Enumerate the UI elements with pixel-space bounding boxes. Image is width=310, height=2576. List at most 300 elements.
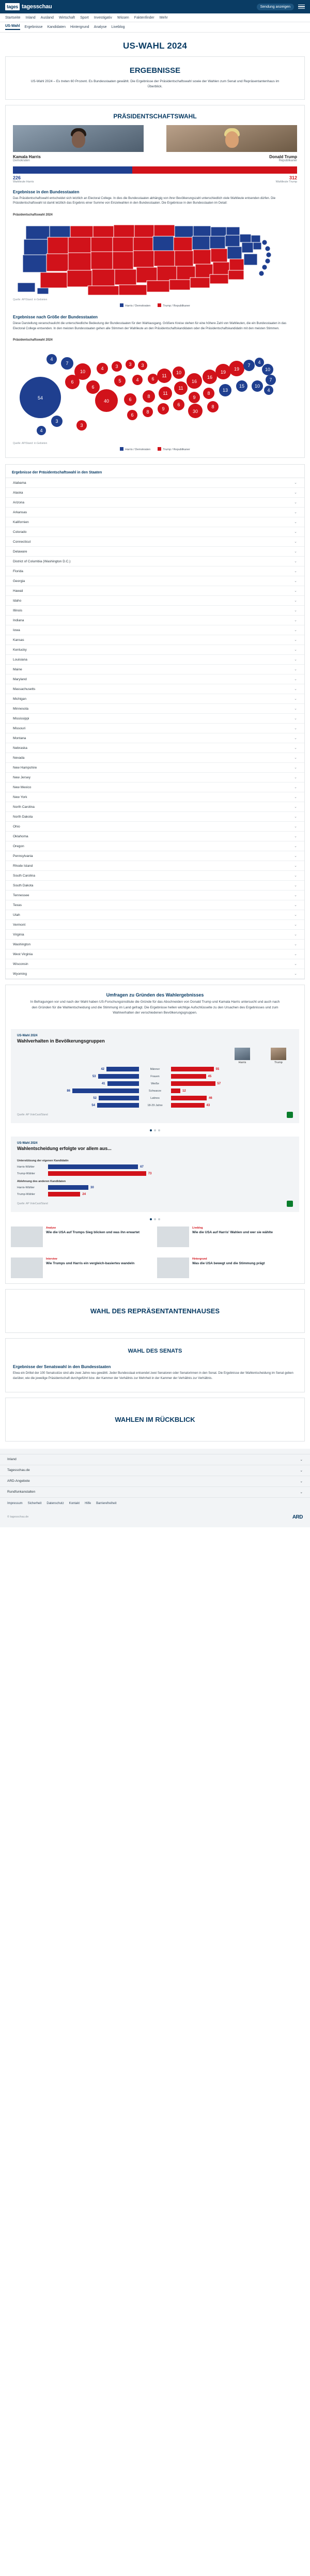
harris-photo — [13, 125, 144, 152]
state-label: Wyoming — [13, 972, 27, 976]
chevron-down-icon[interactable]: ⌄ — [294, 540, 297, 544]
chevron-down-icon[interactable]: ⌄ — [300, 1468, 303, 1473]
state-row[interactable] — [6, 822, 304, 832]
chevron-down-icon[interactable]: ⌄ — [294, 786, 297, 790]
nav-item-6[interactable]: Wissen — [117, 16, 129, 20]
chevron-down-icon[interactable]: ⌄ — [300, 1490, 303, 1494]
teaser-row-2 — [6, 1252, 304, 1283]
chevron-down-icon[interactable]: ⌄ — [294, 737, 297, 741]
state-label: Connecticut — [13, 540, 31, 544]
chart1-harris-bar — [106, 1067, 139, 1071]
state-label: Colorado — [13, 530, 27, 534]
chevron-down-icon[interactable]: ⌄ — [294, 687, 297, 692]
teaser-row-1 — [6, 1221, 304, 1252]
svg-text:9: 9 — [193, 395, 196, 401]
chevron-down-icon[interactable]: ⌄ — [294, 550, 297, 554]
chart2-row-value: 24 — [82, 1192, 86, 1196]
state-row[interactable] — [6, 478, 304, 488]
harris-electors-note: Wahlleute Harris — [13, 180, 34, 183]
carousel-dots-2[interactable] — [6, 1216, 304, 1221]
nav-item-4[interactable]: Sport — [80, 16, 89, 20]
state-row[interactable] — [6, 684, 304, 694]
state-row[interactable] — [6, 527, 304, 537]
chevron-down-icon[interactable]: ⌄ — [294, 776, 297, 780]
chart1-category: 18-29 Jahre — [147, 1103, 163, 1107]
svg-text:4: 4 — [40, 428, 43, 434]
chevron-down-icon[interactable]: ⌄ — [294, 481, 297, 485]
chart1-candidate-heads — [17, 1048, 293, 1064]
chart2-row — [17, 1171, 293, 1176]
state-label: New York — [13, 795, 27, 799]
svg-text:7: 7 — [247, 363, 251, 369]
candidate-trump[interactable] — [166, 125, 297, 162]
chevron-down-icon[interactable]: ⌄ — [294, 835, 297, 839]
state-row[interactable] — [6, 596, 304, 606]
chart1-category: Frauen — [150, 1075, 160, 1078]
state-label: Montana — [13, 736, 26, 740]
chart1-rows — [17, 1067, 293, 1108]
state-row[interactable] — [6, 704, 304, 714]
svg-text:8: 8 — [147, 394, 150, 400]
chart1-row — [17, 1096, 293, 1100]
chart1-trump-side — [171, 1067, 293, 1071]
chevron-down-icon[interactable]: ⌄ — [294, 874, 297, 878]
nav-item-8[interactable]: Mehr — [159, 16, 168, 20]
state-row[interactable] — [6, 714, 304, 724]
subnav-item-kandidaten[interactable]: Kandidaten — [47, 25, 66, 29]
chevron-down-icon[interactable]: ⌄ — [294, 933, 297, 937]
footer-link[interactable]: Barrierefreiheit — [96, 1501, 117, 1505]
state-row[interactable] — [6, 645, 304, 655]
svg-text:5: 5 — [118, 378, 121, 384]
state-row[interactable] — [6, 616, 304, 625]
state-row[interactable] — [6, 920, 304, 930]
dot2-2[interactable] — [154, 1218, 156, 1220]
legend-trump: Trump / Republikaner — [158, 303, 190, 308]
teaser-1-kicker: Analyse — [46, 1226, 56, 1230]
state-row[interactable] — [6, 783, 304, 792]
state-row[interactable] — [6, 891, 304, 900]
chevron-down-icon[interactable]: ⌄ — [294, 648, 297, 652]
chart1-trump-side — [171, 1074, 293, 1079]
subnav-item-hintergrund[interactable]: Hintergrund — [70, 25, 89, 29]
chart1-trump-bar — [171, 1096, 207, 1100]
ard-logo: ARD — [292, 1514, 303, 1520]
svg-text:10: 10 — [176, 370, 182, 376]
teaser-3[interactable] — [11, 1258, 153, 1278]
chart1-harris-side — [17, 1067, 139, 1071]
candidates-row — [6, 125, 304, 162]
hamburger-icon[interactable] — [298, 5, 305, 9]
state-row[interactable] — [6, 498, 304, 508]
svg-text:6: 6 — [131, 412, 134, 418]
dot2-3[interactable] — [158, 1218, 160, 1220]
state-row[interactable] — [6, 655, 304, 665]
chart2-row — [17, 1164, 293, 1169]
teaser-thumb-3 — [11, 1258, 43, 1278]
ergebnisse-card — [5, 56, 305, 100]
chevron-down-icon[interactable]: ⌄ — [294, 766, 297, 770]
chevron-down-icon[interactable]: ⌄ — [294, 953, 297, 957]
dot2-1[interactable] — [150, 1218, 152, 1220]
chart1-trump-bar — [171, 1103, 205, 1108]
chevron-down-icon[interactable]: ⌄ — [294, 511, 297, 515]
chart1-harris-side — [17, 1074, 139, 1079]
trump-electors-note: Wahlleute Trump — [275, 180, 297, 183]
svg-text:3: 3 — [80, 423, 83, 428]
chart2-kicker: US-Wahl 2024 — [17, 1142, 38, 1145]
chart1-harris-bar — [99, 1096, 139, 1100]
state-row[interactable] — [6, 586, 304, 596]
chevron-down-icon[interactable]: ⌄ — [294, 599, 297, 603]
subnav-item-ergebnisse[interactable]: Ergebnisse — [24, 25, 43, 29]
umfragen-card — [5, 985, 305, 1284]
svg-text:3: 3 — [129, 362, 132, 367]
state-row[interactable] — [6, 930, 304, 940]
state-row[interactable] — [6, 557, 304, 566]
states-accordion-card — [5, 464, 305, 979]
state-row[interactable] — [6, 508, 304, 517]
share-icon-2[interactable] — [287, 1201, 293, 1207]
nav-item-1[interactable]: Inland — [25, 16, 36, 20]
state-row[interactable] — [6, 547, 304, 557]
chart2-row-bar — [48, 1164, 138, 1169]
chart1-head-harris — [231, 1048, 254, 1064]
chart1-row — [17, 1103, 293, 1108]
state-label: Minnesota — [13, 707, 28, 711]
svg-text:8: 8 — [146, 409, 149, 415]
state-row[interactable] — [6, 969, 304, 979]
tagesschau-logo: tages — [5, 3, 20, 10]
chart1-harris-name: Harris — [238, 1061, 246, 1065]
footer-list — [0, 1454, 310, 1498]
state-label: Kalifornien — [13, 520, 29, 524]
state-row[interactable] — [6, 576, 304, 586]
state-row[interactable] — [6, 724, 304, 733]
state-row[interactable] — [6, 674, 304, 684]
state-row[interactable] — [6, 881, 304, 891]
teaser-3-headline: Wie Trumps und Harris ein vergleich-basiertes wandeln — [46, 1262, 135, 1266]
chevron-down-icon[interactable]: ⌄ — [294, 805, 297, 809]
chart1-kicker: US-Wahl 2024 — [17, 1034, 38, 1038]
svg-text:11: 11 — [163, 391, 168, 396]
chevron-down-icon[interactable]: ⌄ — [294, 923, 297, 927]
svg-text:19: 19 — [220, 370, 226, 375]
chevron-down-icon[interactable]: ⌄ — [294, 717, 297, 721]
carousel-dots-1[interactable] — [6, 1127, 304, 1132]
state-label: Indiana — [13, 618, 24, 622]
chart1-harris-bar — [98, 1074, 140, 1079]
usa-map-svg — [6, 220, 304, 297]
rueckblick-section: WAHLEN IM RÜCKBLICK — [5, 1398, 305, 1442]
state-label: Alabama — [13, 481, 26, 485]
chevron-down-icon[interactable]: ⌄ — [294, 678, 297, 682]
brand-text: tagesschau — [22, 4, 52, 10]
state-row[interactable] — [6, 606, 304, 616]
state-row[interactable] — [6, 832, 304, 841]
chevron-down-icon[interactable]: ⌄ — [294, 560, 297, 564]
state-row[interactable] — [6, 566, 304, 576]
footer-row[interactable] — [0, 1487, 310, 1498]
nav-item-3[interactable]: Wirtschaft — [58, 16, 75, 20]
chart2-group-caption: Unterstützung der eigenen Kandidatin — [17, 1159, 69, 1163]
chevron-down-icon[interactable]: ⌄ — [294, 491, 297, 495]
chevron-down-icon[interactable]: ⌄ — [294, 707, 297, 711]
svg-text:10: 10 — [254, 384, 260, 389]
state-label: Washington — [13, 942, 31, 946]
chevron-down-icon[interactable]: ⌄ — [294, 854, 297, 858]
chart1-harris-bar — [97, 1103, 139, 1108]
state-label: New Jersey — [13, 775, 30, 779]
state-row[interactable] — [6, 743, 304, 753]
nav-item-5[interactable]: Investigativ — [94, 16, 112, 20]
chart2-row-bar — [48, 1185, 88, 1190]
chevron-down-icon[interactable]: ⌄ — [294, 864, 297, 868]
state-label: New Hampshire — [13, 765, 37, 770]
chevron-down-icon[interactable]: ⌄ — [294, 903, 297, 908]
chevron-down-icon[interactable]: ⌄ — [294, 619, 297, 623]
legend-harris: Harris / Demokraten — [120, 303, 150, 308]
svg-text:54: 54 — [37, 395, 43, 401]
page-title: US-WAHL 2024 — [123, 41, 187, 51]
svg-text:6: 6 — [151, 376, 154, 382]
state-row[interactable] — [6, 802, 304, 812]
footer-row[interactable] — [0, 1454, 310, 1465]
chart1-trump-bar — [171, 1074, 206, 1079]
chart1-trump-side — [171, 1081, 293, 1086]
state-row[interactable] — [6, 959, 304, 969]
state-label: North Carolina — [13, 805, 35, 809]
electoral-bar-harris — [13, 166, 132, 174]
sub-nav — [0, 22, 310, 33]
map-source: Quelle: AP/Stand: in Gebieten — [13, 298, 48, 301]
chevron-down-icon[interactable]: ⌄ — [294, 697, 297, 701]
map-legend — [6, 301, 304, 309]
state-row[interactable] — [6, 488, 304, 498]
chart1-trump-side — [171, 1096, 293, 1100]
state-row[interactable] — [6, 910, 304, 920]
chart1-trump-bar — [171, 1067, 214, 1071]
state-row[interactable] — [6, 753, 304, 763]
chevron-down-icon[interactable]: ⌄ — [294, 638, 297, 642]
state-row[interactable] — [6, 635, 304, 645]
chevron-down-icon[interactable]: ⌄ — [294, 658, 297, 662]
chart1-trump-value: 45 — [208, 1075, 212, 1078]
chevron-down-icon[interactable]: ⌄ — [294, 815, 297, 819]
harris-name: Kamala Harris — [13, 154, 41, 159]
chevron-down-icon[interactable]: ⌄ — [294, 972, 297, 976]
state-label: Louisiana — [13, 657, 27, 662]
teaser-thumb-1 — [11, 1226, 43, 1247]
share-icon[interactable] — [287, 1112, 293, 1118]
teaser-4[interactable] — [157, 1258, 299, 1278]
svg-text:15: 15 — [239, 384, 245, 389]
svg-text:3: 3 — [55, 419, 58, 424]
dot-1[interactable] — [150, 1129, 152, 1131]
state-row[interactable] — [6, 949, 304, 959]
chart2-row-bar — [48, 1192, 80, 1197]
state-label: West Virginia — [13, 952, 33, 956]
state-row[interactable] — [6, 537, 304, 547]
chart1-harris-side — [17, 1096, 139, 1100]
dot-2[interactable] — [154, 1129, 156, 1131]
state-row[interactable] — [6, 812, 304, 822]
chevron-down-icon[interactable]: ⌄ — [294, 913, 297, 917]
bubble-source: Quelle: AP/Stand: in Gebieten — [13, 442, 48, 446]
chevron-down-icon[interactable]: ⌄ — [294, 530, 297, 534]
map-text: Das Präsidentschaftswahl entscheidet sich letztlich an Electoral College. In dies die Bundesstaaten abhängig von ihrer Bevölkerungszahl unterschiedlich viele Wahlleute entsenden dürfen. Die Präsidentschaftswahl ist damit letztlich das Ergebnis einer Summe von Einzelwahlen in den Bundesstaaten. Die Ergebnisse in den Bundesstaaten im Detail: — [13, 196, 276, 205]
svg-text:4: 4 — [136, 377, 139, 383]
pill-label: Sendung anzeigen — [260, 5, 290, 9]
usa-bubble-map[interactable] — [6, 343, 304, 441]
chevron-down-icon[interactable]: ⌄ — [294, 894, 297, 898]
subnav-item-liveblog[interactable]: Liveblog — [111, 25, 125, 29]
harris-party: Demokraten — [13, 159, 30, 162]
senat-text: Etwa ein Drittel der 100 Senatssitze sind alle zwei Jahre neu gewählt. Jeder Bundesstaat entsendet zwei Senatoren oder Senatorinnen in den Senat. Die Ergebnisse der Wahlentscheidung im Senat geben darüber, wie die jeweilige Präsidentschaft durchgeführt bzw. der Kammer der Verhältnis zur Mehrheit in der Kammer der Verhältnis zur Verhältnis. — [13, 1372, 293, 1380]
teaser-2[interactable] — [157, 1226, 299, 1247]
dot-3[interactable] — [158, 1129, 160, 1131]
state-label: Nevada — [13, 756, 25, 760]
chevron-down-icon[interactable]: ⌄ — [294, 520, 297, 525]
chevron-down-icon[interactable]: ⌄ — [294, 943, 297, 947]
teaser-2-kicker: Liveblog — [192, 1226, 203, 1230]
chart1-footer — [17, 1108, 293, 1118]
state-label: Virginia — [13, 932, 24, 937]
chevron-down-icon[interactable]: ⌄ — [294, 825, 297, 829]
nav-item-7[interactable]: Faktenfinder — [134, 16, 154, 20]
brand[interactable] — [5, 3, 52, 10]
subnav-item-analyse[interactable]: Analyse — [94, 25, 107, 29]
nav-item-2[interactable]: Ausland — [40, 16, 54, 20]
footer-link[interactable]: Hilfe — [85, 1501, 91, 1505]
state-row[interactable] — [6, 517, 304, 527]
teaser-4-headline: Was die USA bewegt und die Stimmung prägt — [192, 1262, 265, 1266]
senat-title: WAHL DES SENATS — [128, 1348, 182, 1355]
state-row[interactable] — [6, 851, 304, 861]
copyright: © tagesschau.de — [7, 1515, 29, 1519]
bubble-legend — [6, 445, 304, 452]
svg-text:11: 11 — [178, 386, 183, 391]
state-row[interactable] — [6, 861, 304, 871]
state-row[interactable] — [6, 625, 304, 635]
svg-text:10: 10 — [265, 367, 271, 373]
state-row[interactable] — [6, 665, 304, 674]
chevron-down-icon[interactable]: ⌄ — [294, 884, 297, 888]
footer-row-label: ARD-Angebote — [7, 1479, 30, 1483]
chart1-trump-side — [171, 1103, 293, 1108]
chevron-down-icon[interactable]: ⌄ — [294, 795, 297, 800]
state-label: Mississippi — [13, 716, 29, 720]
chevron-down-icon[interactable]: ⌄ — [294, 845, 297, 849]
chevron-down-icon[interactable]: ⌄ — [294, 501, 297, 505]
chart1-row — [17, 1074, 293, 1079]
chevron-down-icon[interactable]: ⌄ — [294, 727, 297, 731]
chevron-down-icon[interactable]: ⌄ — [294, 628, 297, 633]
states-list-title: Ergebnisse der Präsidentschaftswahl in den Staaten — [12, 471, 102, 475]
footer-row[interactable] — [0, 1465, 310, 1476]
bubble-heading: Ergebnisse nach Größe der Bundesstaaten — [13, 314, 98, 319]
footer-link[interactable]: Datenschutz — [47, 1501, 64, 1505]
state-label: Oklahoma — [13, 834, 28, 838]
state-row[interactable] — [6, 792, 304, 802]
praesidentschaftswahl-card — [5, 105, 305, 458]
chart1-trump-bar — [171, 1088, 180, 1093]
state-row[interactable] — [6, 773, 304, 783]
footer-row[interactable] — [0, 1476, 310, 1487]
svg-text:6: 6 — [91, 385, 95, 390]
chart1-trump-value: 46 — [209, 1096, 212, 1100]
top-bar — [0, 0, 310, 13]
state-label: Maine — [13, 667, 22, 671]
chart2-row-label: Trump-Wähler — [17, 1172, 35, 1175]
chart2-footer — [17, 1197, 293, 1207]
teaser-thumb-4 — [157, 1258, 189, 1278]
state-row[interactable] — [6, 763, 304, 773]
teaser-2-headline: Wie die USA auf Harris' Wahlen und wer sie wählte — [192, 1231, 273, 1235]
chart1-harris-value: 53 — [92, 1075, 96, 1078]
svg-text:4: 4 — [101, 366, 104, 372]
chart2-group-caption: Ablehnung des anderen Kandidaten — [17, 1180, 66, 1184]
chevron-down-icon[interactable]: ⌄ — [300, 1458, 303, 1462]
candidate-harris[interactable] — [13, 125, 144, 162]
states-list — [6, 478, 304, 979]
state-label: Wisconsin — [13, 962, 28, 966]
state-label: Rhode Island — [13, 864, 33, 868]
state-label: Kansas — [13, 638, 24, 642]
svg-text:7: 7 — [269, 377, 272, 383]
footer-link[interactable]: Impressum — [7, 1501, 23, 1505]
footer-link[interactable]: Sicherheit — [27, 1501, 42, 1505]
state-label: Tennessee — [13, 893, 29, 897]
teaser-1[interactable] — [11, 1226, 153, 1247]
state-row[interactable] — [6, 871, 304, 881]
state-row[interactable] — [6, 733, 304, 743]
state-row[interactable] — [6, 694, 304, 704]
state-label: Missouri — [13, 726, 26, 730]
chart1-category: Latinos — [150, 1096, 160, 1100]
chevron-down-icon[interactable]: ⌄ — [300, 1479, 303, 1483]
chart-wahlverhalten — [11, 1029, 299, 1123]
chart1-row — [17, 1088, 293, 1093]
state-row[interactable] — [6, 900, 304, 910]
chevron-down-icon[interactable]: ⌄ — [294, 962, 297, 967]
bubble-text: Diese Darstellung veranschaulicht die unterschiedliche Bedeutung der Bundesstaaten für den Wahlausgang. Größere Kreise stehen für eine höhere Zahl von Wahlleuten, die ein Bundesstaaten in das Electoral College entsenden. In den meisten Bundesstaaten gehen alle Stimmen der Wahlleute an den Präsidentschaftskandidaten oder die Präsidentschaftskandidatin mit den meisten Stimmen. — [13, 321, 287, 330]
nav-item-0[interactable]: Startseite — [5, 16, 21, 20]
chart1-trump-bar — [171, 1081, 215, 1086]
chevron-down-icon[interactable]: ⌄ — [294, 609, 297, 613]
live-pill[interactable] — [257, 4, 294, 10]
state-label: Oregon — [13, 844, 24, 848]
chevron-down-icon[interactable]: ⌄ — [294, 579, 297, 584]
chart1-harris-side — [17, 1088, 139, 1093]
map-heading: Ergebnisse in den Bundesstaaten — [13, 189, 80, 194]
footer-link[interactable]: Kontakt — [69, 1501, 80, 1505]
state-row[interactable] — [6, 940, 304, 949]
chevron-down-icon[interactable]: ⌄ — [294, 746, 297, 750]
svg-text:8: 8 — [207, 391, 210, 396]
usa-choropleth-map[interactable] — [6, 220, 304, 297]
state-label: Arkansas — [13, 510, 27, 514]
state-label: Massachusetts — [13, 687, 36, 691]
state-row[interactable] — [6, 841, 304, 851]
trump-name: Donald Trump — [269, 154, 297, 159]
chevron-down-icon[interactable]: ⌄ — [294, 589, 297, 593]
subnav-item-us-wahl[interactable]: US-Wahl — [5, 24, 20, 30]
chevron-down-icon[interactable]: ⌄ — [294, 570, 297, 574]
chevron-down-icon[interactable]: ⌄ — [294, 668, 297, 672]
chevron-down-icon[interactable]: ⌄ — [294, 756, 297, 760]
chart1-row — [17, 1081, 293, 1086]
